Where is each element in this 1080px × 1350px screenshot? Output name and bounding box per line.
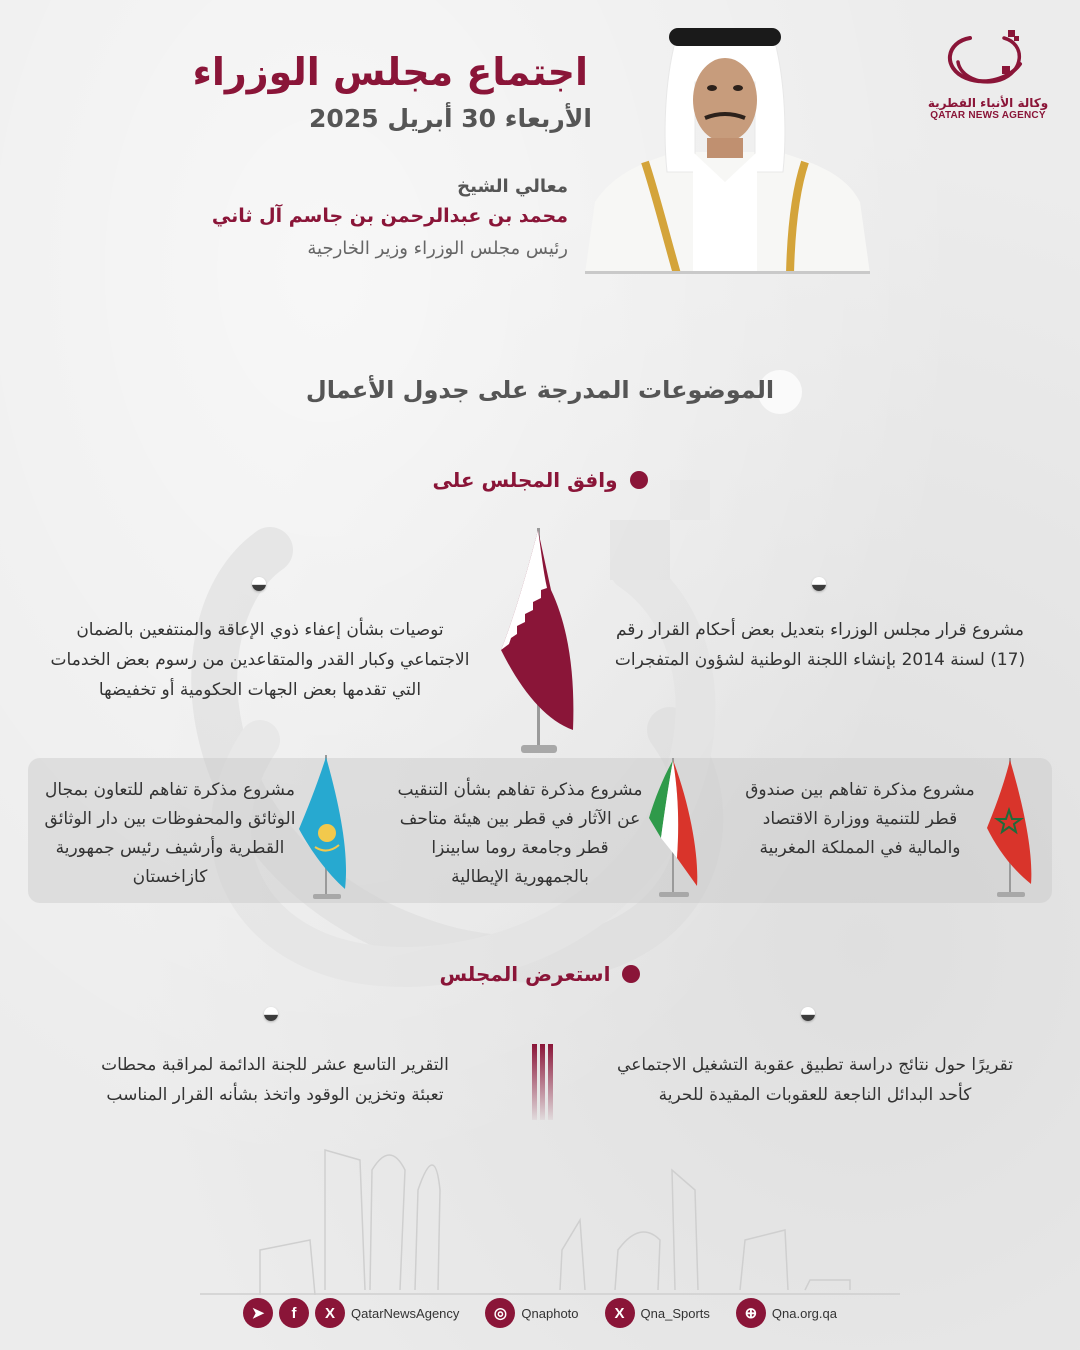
portrait-photo: [585, 22, 870, 274]
morocco-flag-icon: [985, 758, 1037, 903]
logo-english-text: QATAR NEWS AGENCY: [930, 110, 1046, 121]
agenda-heading-text: الموضوعات المدرجة على جدول الأعمال: [305, 376, 775, 404]
honorific: معالي الشيخ: [457, 176, 568, 197]
approved-item-2: توصيات بشأن إعفاء ذوي الإعاقة والمنتفعين بالضمان الاجتماعي وكبار القدر والمتقاعدين من رسوم بعض الخدمات التي تقدمها بعض الجهات الحكومية أو تخفيضها: [50, 620, 470, 700]
website-link[interactable]: Qna.org.qa: [771, 1305, 837, 1321]
bullet-dot-icon: [630, 471, 648, 489]
approved-item-1: مشروع قرار مجلس الوزراء بتعديل بعض أحكام القرار رقم (17) لسنة 2014 بإنشاء اللجنة الوطنية لشؤون المتفجرات: [614, 620, 1026, 670]
social-handle-sports[interactable]: Qna_Sports: [640, 1305, 710, 1321]
chairman-role: رئيس مجلس الوزراء وزير الخارجية: [307, 238, 568, 259]
reviewed-heading-text: استعرض المجلس: [439, 962, 611, 986]
reviewed-item-1: تقريرًا حول نتائج دراسة تطبيق عقوبة التشغيل الاجتماعي كأحد البدائل الناجعة للعقوبات المقيدة للحرية: [617, 1055, 1013, 1105]
globe-icon[interactable]: ⊕: [736, 1298, 766, 1328]
kazakhstan-flag-icon: [295, 755, 355, 905]
logo-arabic-text: وكالة الأنباء القطرية: [927, 96, 1049, 110]
chairman-name: محمد بن عبدالرحمن بن جاسم آل ثاني: [211, 205, 568, 227]
mou-kazakhstan: مشروع مذكرة تفاهم للتعاون بمجال الوثائق والمحفوظات بين دار الوثائق القطرية وأرشيف رئيس جمهورية كازاخستان: [44, 780, 296, 887]
social-handle-instagram[interactable]: Qnaphoto: [521, 1305, 579, 1321]
bullet-knob-icon: [252, 577, 266, 591]
x-icon[interactable]: X: [315, 1298, 345, 1328]
divider-stripes-icon: [529, 1044, 553, 1120]
approved-section-heading: [0, 468, 1080, 493]
italy-flag-icon: [645, 758, 705, 903]
bullet-knob-icon: [801, 1007, 815, 1021]
footer-social: [0, 1298, 1080, 1328]
qatar-flag-icon: [495, 520, 585, 760]
mou-italy: مشروع مذكرة تفاهم بشأن التنقيب عن الآثار في قطر بين هيئة متاحف قطر وجامعة روما سابينزا بالجمهورية الإيطالية: [397, 780, 643, 887]
mou-morocco: مشروع مذكرة تفاهم بين صندوق قطر للتنمية ووزارة الاقتصاد والمالية في المملكة المغربية: [745, 780, 975, 858]
social-group-qna: [243, 1298, 459, 1328]
approved-heading-text: وافق المجلس على: [432, 468, 618, 492]
reviewed-item-2: التقرير التاسع عشر للجنة الدائمة لمراقبة محطات تعبئة وتخزين الوقود واتخذ بشأنه القرار المناسب: [101, 1055, 449, 1105]
doha-skyline-icon: [200, 1130, 900, 1295]
agenda-heading: [298, 376, 782, 404]
meeting-date: الأربعاء 30 أبريل 2025: [309, 104, 592, 133]
agenda-section: [0, 376, 1080, 404]
reviewed-section-heading: [0, 962, 1080, 987]
social-group-sports: [605, 1298, 710, 1328]
qna-logo: [918, 28, 1058, 121]
social-group-website: [736, 1298, 837, 1328]
page-title: اجتماع مجلس الوزراء: [192, 50, 588, 94]
social-handle-qna[interactable]: QatarNewsAgency: [351, 1305, 460, 1321]
instagram-icon[interactable]: ◎: [485, 1298, 515, 1328]
bullet-knob-icon: [264, 1007, 278, 1021]
qna-logo-icon: [940, 28, 1036, 92]
facebook-icon[interactable]: f: [279, 1298, 309, 1328]
social-group-instagram: [485, 1298, 578, 1328]
x-icon[interactable]: X: [605, 1298, 635, 1328]
telegram-icon[interactable]: ➤: [243, 1298, 273, 1328]
bullet-knob-icon: [812, 577, 826, 591]
bullet-dot-icon: [622, 965, 640, 983]
